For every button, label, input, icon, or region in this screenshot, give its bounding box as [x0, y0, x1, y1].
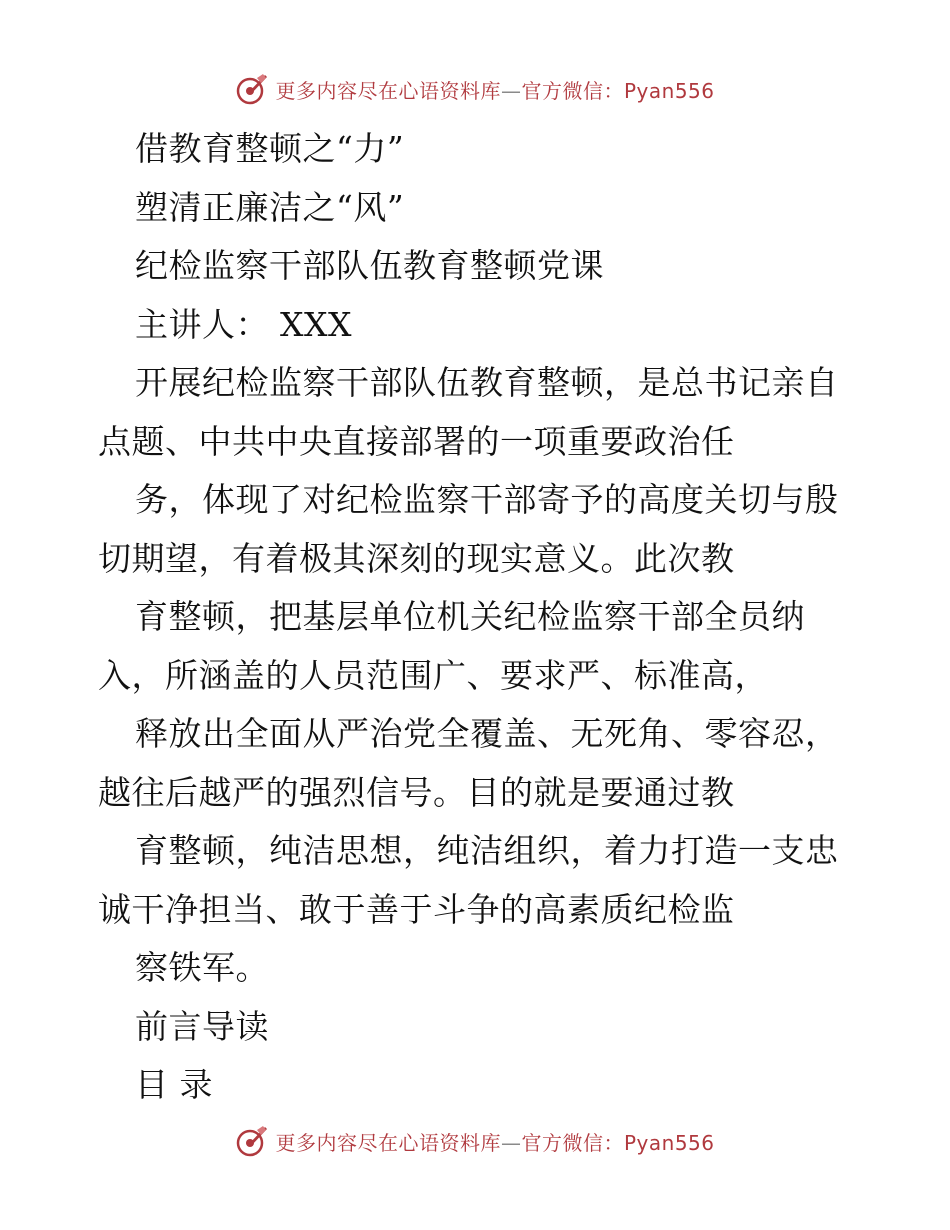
watermark-text	[275, 75, 714, 104]
document-body	[98, 120, 858, 1115]
text-line: 越往后越严的强烈信号。目的就是要通过教	[98, 772, 735, 812]
quill-pen-circle-icon	[235, 72, 269, 106]
watermark-main: 更多内容尽在心语资料库	[275, 1130, 501, 1155]
watermark-contact-id: Pyan556	[623, 78, 715, 103]
text-line: 务，体现了对纪检监察干部寄予的高度关切与殷	[135, 480, 839, 519]
watermark-separator: —	[500, 1130, 522, 1155]
text-line: 点题、中共中央直接部署的一项重要政治任	[98, 421, 735, 461]
watermark-text	[275, 1127, 714, 1156]
watermark-contact-id: Pyan556	[623, 1130, 715, 1155]
watermark-main: 更多内容尽在心语资料库	[275, 78, 501, 103]
text-line: 释放出全面从严治党全覆盖、无死角、零容忍，	[135, 714, 839, 753]
text-line: 察铁军。	[135, 948, 269, 987]
text-line: 切期望，有着极其深刻的现实意义。此次教	[98, 538, 735, 578]
text-line: 诚干净担当、敢于善于斗争的高素质纪检监	[98, 889, 735, 929]
text-line: 塑清正廉洁之“风”	[135, 187, 405, 227]
watermark-separator: —	[500, 78, 522, 103]
text-line: 目 录	[135, 1065, 213, 1104]
footer-watermark	[0, 1124, 950, 1158]
watermark-contact-label: 官方微信：	[521, 1130, 624, 1155]
text-line: 入，所涵盖的人员范围广、要求严、标准高，	[98, 655, 768, 695]
text-line: 主讲人： XXX	[135, 304, 352, 344]
quill-pen-circle-icon	[235, 1124, 269, 1158]
text-line: 育整顿，纯洁思想，纯洁组织，着力打造一支忠	[135, 831, 839, 870]
text-line: 纪检监察干部队伍教育整顿党课	[135, 246, 604, 285]
watermark-contact-label: 官方微信：	[521, 78, 624, 103]
text-line: 前言导读	[135, 1006, 269, 1046]
text-line: 育整顿，把基层单位机关纪检监察干部全员纳	[135, 597, 805, 636]
text-line: 开展纪检监察干部队伍教育整顿，是总书记亲自	[135, 363, 839, 402]
header-watermark	[0, 72, 950, 106]
text-line: 借教育整顿之“力”	[135, 129, 405, 168]
